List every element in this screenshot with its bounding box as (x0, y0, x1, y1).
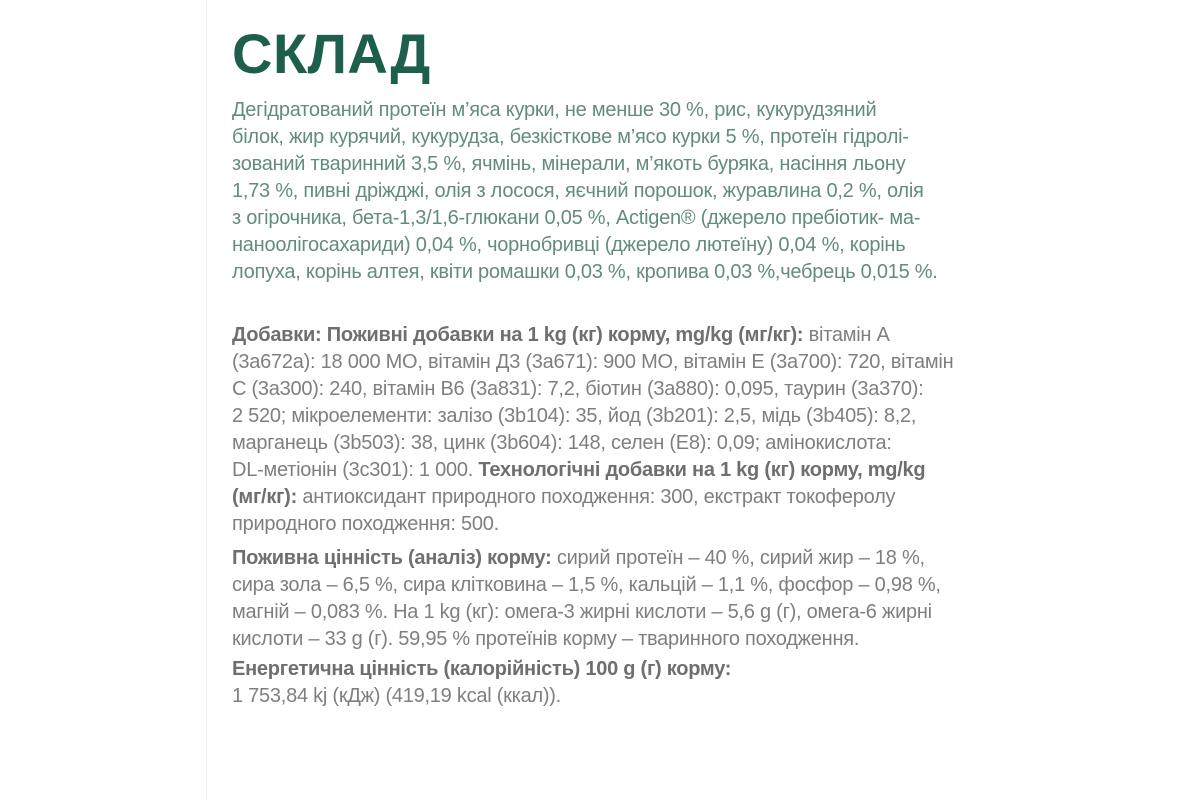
text-line (232, 259, 1022, 286)
paragraph-additives (232, 322, 1022, 538)
text-line (232, 683, 1022, 710)
text-run: зований тваринний 3,5 %, ячмінь, мінерали, м’якоть буряка, насіння льону (232, 153, 906, 175)
text-line (232, 376, 1022, 403)
text-run: наноолігосахариди) 0,04 %, чорнобривці (джерело лютеїну) 0,04 %, корінь (232, 234, 906, 256)
left-divider-line (206, 0, 207, 800)
bold-text-run: (мг/кг): (232, 486, 298, 508)
text-line (232, 178, 1022, 205)
text-run: С (3а300): 240, вітамін В6 (3а831): 7,2, біотин (3а880): 0,095, таурин (3а370): (232, 378, 924, 400)
text-line (232, 599, 1022, 626)
text-run: кислоти – 33 g (г). 59,95 % протеїнів корму – тваринного походження. (232, 628, 860, 650)
text-run: білок, жир курячий, кукурудза, безкісткове м’ясо курки 5 %, протеїн гідролі- (232, 126, 909, 148)
text-run: 2 520; мікроелементи: залізо (3b104): 35, йод (3b201): 2,5, мідь (3b405): 8,2, (232, 405, 917, 427)
text-run: 1 753,84 kj (кДж) (419,19 kcal (ккал)). (232, 685, 561, 707)
text-line (232, 232, 1022, 259)
text-run: з огірочника, бета-1,3/1,6-глюкани 0,05 %, Actigen® (джерело пребіотик- ма- (232, 207, 921, 229)
page-title: СКЛАД (232, 22, 431, 85)
text-run: лопуха, корінь алтея, квіти ромашки 0,03 %, кропива 0,03 %,чебрець 0,015 %. (232, 261, 938, 283)
paragraph-analysis (232, 545, 1022, 653)
text-line (232, 457, 1022, 484)
text-run: DL-метіонін (3с301): 1 000. (232, 459, 479, 481)
bold-text-run: Технологічні добавки на 1 kg (кг) корму, mg/kg (478, 459, 926, 481)
text-run: магній – 0,083 %. На 1 kg (кг): омега-3 жирні кислоти – 5,6 g (г), омега-6 жирні (232, 601, 932, 623)
text-line (232, 151, 1022, 178)
text-run: сирий протеїн – 40 %, сирий жир – 18 %, (551, 547, 925, 569)
paragraphs (232, 97, 1022, 710)
bold-text-run: Добавки: Поживні добавки на 1 kg (кг) корму, mg/kg (мг/кг): (232, 324, 804, 346)
text-line (232, 572, 1022, 599)
text-run: вітамін А (803, 324, 890, 346)
paragraph-composition (232, 97, 1022, 286)
content-column (232, 22, 1022, 710)
text-run: антиоксидант природного походження: 300, екстракт токоферолу (297, 486, 896, 508)
text-line (232, 626, 1022, 653)
text-line (232, 484, 1022, 511)
text-line (232, 349, 1022, 376)
bold-text-run: Поживна цінність (аналіз) корму: (232, 547, 552, 569)
text-line (232, 97, 1022, 124)
text-run: марганець (3b503): 38, цинк (3b604): 148, селен (Е8): 0,09; амінокислота: (232, 432, 892, 454)
text-line (232, 545, 1022, 572)
paragraph-energy (232, 656, 1022, 710)
text-run: 1,73 %, пивні дріжджі, олія з лосося, яєчний порошок, журавлина 0,2 %, олія (232, 180, 924, 202)
text-line (232, 656, 1022, 683)
text-line (232, 430, 1022, 457)
text-run: Дегідратований протеїн м’яса курки, не менше 30 %, рис, кукурудзяний (232, 99, 877, 121)
text-run: природного походження: 500. (232, 513, 499, 535)
text-line (232, 322, 1022, 349)
text-run: сира зола – 6,5 %, сира клітковина – 1,5 %, кальцій – 1,1 %, фосфор – 0,98 %, (232, 574, 941, 596)
text-line (232, 511, 1022, 538)
text-line (232, 205, 1022, 232)
text-run: (3а672а): 18 000 МО, вітамін Д3 (3а671): 900 МО, вітамін Е (3а700): 720, вітамін (232, 351, 954, 373)
text-line (232, 403, 1022, 430)
text-line (232, 124, 1022, 151)
bold-text-run: Енергетична цінність (калорійність) 100 g (г) корму: (232, 658, 732, 680)
